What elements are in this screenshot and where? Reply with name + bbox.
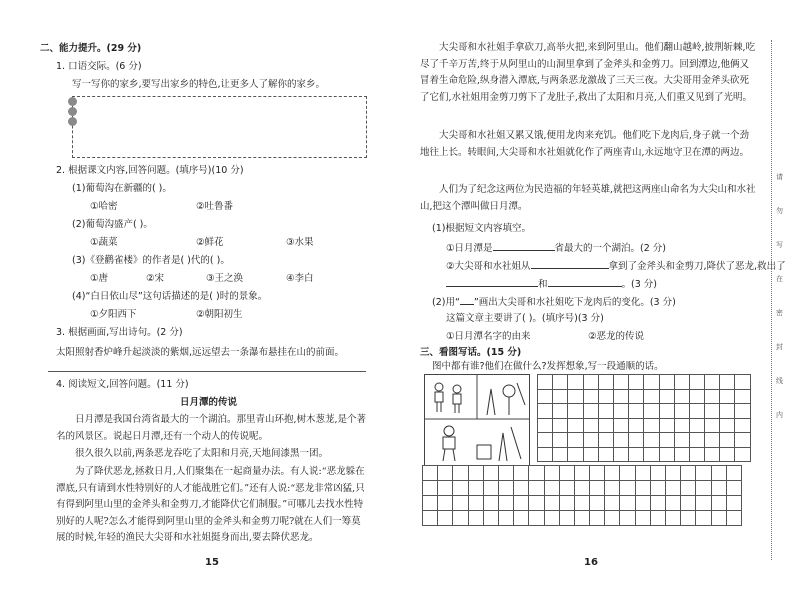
passage-paragraph-4: 大尖哥和水社姐手拿砍刀,高举火把,来到阿里山。他们翻山越岭,披荆斩棘,吃尽了千辛万苦,终于从阿里山的山洞里拿到了金斧头和金剪刀。回到潭边,他俩又冒着生命危险,纵身潜入潭底,与两条恶龙激战了三天三夜。大尖哥用金斧头砍死了它们,水社姐用金剪刀剪下了龙肚子,救出了太阳和月亮,人们重又见到了光明。 (420, 42, 756, 103)
binding-hole (68, 107, 77, 116)
section3-prompt: 图中都有谁?他们在做什么?发挥想象,写一段通顺的话。 (432, 361, 664, 372)
q3-answer-line[interactable] (48, 371, 366, 372)
q2-item-1-stem: (1)葡萄沟在新疆的( )。 (72, 183, 172, 194)
q2-item-3-option: ④李白 (286, 273, 314, 284)
page-number: 15 (205, 557, 219, 568)
seal-char: 密 (776, 309, 783, 317)
passage-paragraph-6: 人们为了纪念这两位为民造福的年轻英雄,就把这两座山命名为大尖山和水社山,把这个潭叫做日月潭。 (420, 184, 756, 212)
r-q2-stem: (2)用“ ”画出大尖哥和水社姐吃下龙肉后的变化。(3 分) (432, 294, 676, 309)
q1-prompt: 写一写你的家乡,要写出家乡的特色,让更多人了解你的家乡。 (72, 79, 326, 90)
binding-hole (68, 117, 77, 126)
seal-char: 线 (776, 377, 783, 385)
passage-paragraph-3: 为了降伏恶龙,拯救日月,人们聚集在一起商量办法。有人说:“恶龙躲在潭底,只有请到水性特别好的人才能战胜它们。”还有人说:“恶龙非常凶猛,只有得到阿里山里的金斧头和金剪刀,才能降伏它们制服。”可哪儿去找水性特别好的人呢?怎么才能得到阿里山里的金斧头和金剪刀呢?就在人们一筹莫展的时候,年轻的渔民大尖哥和水社姐挺身而出,要去降伏恶龙。 (56, 466, 365, 543)
binding-hole (68, 97, 77, 106)
q2-item-3-option: ①唐 (90, 273, 109, 284)
scene-illustration (425, 375, 529, 465)
r-q1-a: ①日月潭是 省最大的一个湖泊。(2 分) (446, 240, 666, 255)
q1-answer-box[interactable] (72, 96, 367, 158)
section2-title: 二、能力提升。(29 分) (40, 43, 142, 54)
blank-input[interactable] (548, 276, 622, 287)
q2-item-2-option: ③水果 (286, 237, 314, 248)
writing-grid-lower[interactable] (422, 465, 742, 526)
blank-input[interactable] (531, 258, 609, 269)
q4-title: 4. 阅读短文,回答问题。(11 分) (56, 379, 189, 390)
scene-picture (424, 374, 530, 466)
q2-item-4-stem: (4)“白日依山尽”这句话描述的是( )时的景象。 (72, 291, 268, 302)
r-q1-b-cont: 和 。(3 分) (446, 276, 657, 291)
page-number: 16 (584, 557, 598, 568)
q2-item-3-option: ③王之涣 (206, 273, 244, 284)
blank-input[interactable] (446, 276, 538, 287)
q2-item-1-option: ②吐鲁番 (196, 201, 234, 212)
q1-title: 1. 口语交际。(6 分) (56, 61, 142, 72)
seal-char: 勿 (776, 207, 783, 215)
q2-item-3-option: ②宋 (146, 273, 165, 284)
writing-grid-upper[interactable] (537, 374, 751, 462)
r-q1-b: ②大尖哥和水社姐从 拿到了金斧头和金剪刀,降伏了恶龙,救出了 (446, 258, 786, 273)
blank-input[interactable] (493, 240, 555, 251)
r-q2-option: ①日月潭名字的由来 (446, 331, 531, 342)
wavy-line-sample (460, 294, 474, 305)
q2-title: 2. 根据课文内容,回答问题。(填序号)(10 分) (56, 165, 244, 176)
seal-char: 请 (776, 173, 783, 181)
seal-char: 内 (776, 411, 783, 419)
r-q1-stem: (1)根据短文内容填空。 (432, 223, 531, 234)
r-q2-option: ②恶龙的传说 (588, 331, 645, 342)
q2-item-2-option: ①蔬菜 (90, 237, 118, 248)
seal-line (771, 40, 772, 560)
seal-char: 在 (776, 275, 783, 283)
r-q2-sub: 这篇文章主要讲了( )。(填序号)(3 分) (446, 313, 604, 324)
q3-title: 3. 根据画面,写出诗句。(2 分) (56, 327, 183, 338)
q2-item-4-option: ②朝阳初生 (196, 309, 243, 320)
passage-paragraph-1: 日月潭是我国台湾省最大的一个湖泊。那里青山环抱,树木葱茏,是个著名的风景区。说起日月潭,还有一个动人的传说呢。 (56, 414, 367, 442)
q2-item-1-option: ①哈密 (90, 201, 118, 212)
passage-title: 日月潭的传说 (180, 397, 238, 408)
q2-item-2-stem: (2)葡萄沟盛产( )。 (72, 219, 153, 230)
seal-char: 写 (776, 241, 783, 249)
q2-item-4-option: ①夕阳西下 (90, 309, 137, 320)
q2-item-2-option: ②鲜花 (196, 237, 224, 248)
passage-paragraph-2: 很久很久以前,两条恶龙吞吃了太阳和月亮,天地间漆黑一团。 (75, 448, 329, 459)
seal-char: 封 (776, 343, 783, 351)
q3-text: 太阳照射香炉峰升起淡淡的紫烟,远远望去一条瀑布悬挂在山的前面。 (56, 347, 345, 358)
section3-title: 三、看图写话。(15 分) (420, 347, 522, 358)
q2-item-3-stem: (3)《登鹳雀楼》的作者是( )代的( )。 (72, 255, 230, 266)
passage-paragraph-5: 大尖哥和水社姐又累又饿,便用龙肉来充饥。他们吃下龙肉后,身子就一个劲地往上长。转眼间,大尖哥和水社姐就化作了两座青山,永远地守卫在潭的两边。 (420, 130, 750, 158)
